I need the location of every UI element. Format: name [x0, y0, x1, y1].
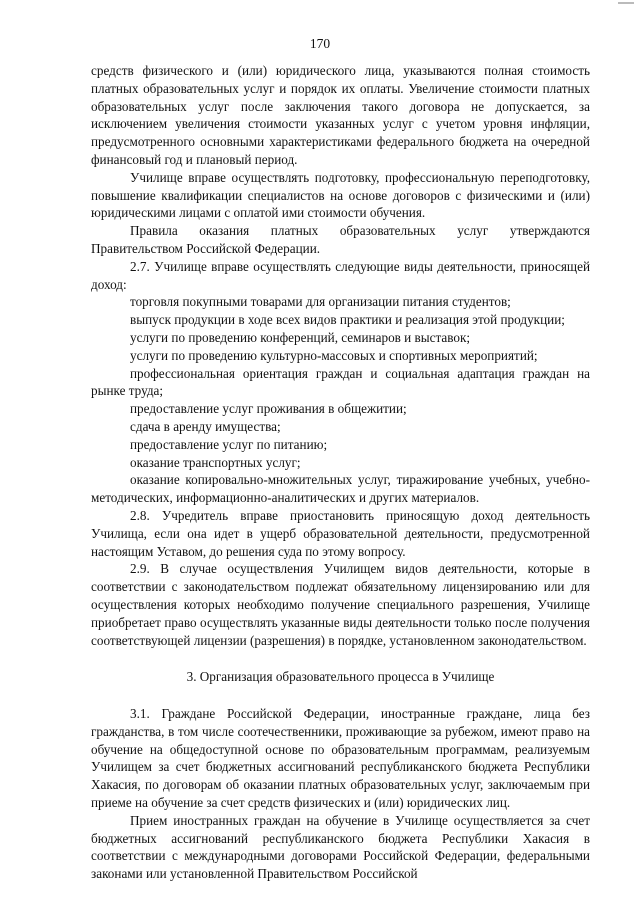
list-item: сдача в аренду имущества;: [130, 418, 281, 434]
list-item: услуги по проведению культурно-массовых и спортивных мероприятий;: [130, 347, 538, 363]
paragraph-training-rights: Училище вправе осуществлять подготовку, профессиональную переподготовку, повышение квалификации специалистов на основе договоров с физическими и (или) юридическими лицами с оплатой ими стоимости обучения.: [91, 169, 590, 221]
list-item: торговля покупными товарами для организации питания студентов;: [130, 294, 511, 310]
list-item: оказание транспортных услуг;: [130, 454, 301, 470]
list-item: предоставление услуг проживания в общежитии;: [130, 401, 407, 417]
paragraph-cost-terms: средств физического и (или) юридического лица, указываются полная стоимость платных образовательных услуг и порядок их оплаты. Увеличение стоимости платных образовательных услуг после заключения такого договора не допускается, за исключением увеличения стоимости указанных услуг с учетом уровня инфляции, предусмотренного основными характеристиками федерального бюджета на очередной финансовый год и плановый период.: [91, 63, 590, 167]
clause-2-9: 2.9. В случае осуществления Училищем видов деятельности, которые в соответствии с законодательством подлежат обязательному лицензированию или для осуществления которых необходимо получение специального разрешения, Училище приобретает право осуществлять указанные виды деятельности только после получения соответствующей лицензии (разрешения) в порядке, установленном законодательством.: [91, 561, 590, 648]
clause-2-7: 2.7. Училище вправе осуществлять следующие виды деятельности, приносящей доход:: [91, 258, 590, 292]
income-activities-list: [91, 293, 590, 507]
list-item: предоставление услуг по питанию;: [130, 436, 328, 452]
list-item: оказание копировально-множительных услуг, тиражирование учебных, учебно-методических, информационно-аналитических и других материалов.: [91, 472, 590, 506]
paragraph-foreign-admission: Прием иностранных граждан на обучение в Училище осуществляется за счет бюджетных ассигнований республиканского бюджета Республики Хакасия в соответствии с международными договорами Российской Федерации, федеральными законами или установленной Правительством Российской: [91, 812, 590, 882]
page-number: 170: [309, 36, 331, 51]
paragraph-rules-approval: Правила оказания платных образовательных услуг утверждаются Правительством Российской Федерации.: [91, 223, 590, 256]
clause-2-8: 2.8. Учредитель вправе приостановить приносящую доход деятельность Училища, если она идет в ущерб образовательной деятельности, предусмотренной настоящим Уставом, до решения суда по этому вопросу.: [91, 507, 590, 559]
list-item: выпуск продукции в ходе всех видов практики и реализация этой продукции;: [130, 312, 565, 328]
scan-corner-mark: [618, 2, 634, 4]
clause-3-1: 3.1. Граждане Российской Федерации, иностранные граждане, лица без гражданства, в том числе соотечественники, проживающие за рубежом, имеют право на обучение на общедоступной основе по образовательным программам, реализуемым Училищем за счет бюджетных ассигнований республиканского бюджета Республики Хакасия, по договорам об оказании платных образовательных услуг, заключаемым при приеме на обучение за счет средств физических и (или) юридических лиц.: [91, 706, 590, 811]
section-heading: 3. Организация образовательного процесса в Училище: [186, 669, 495, 685]
list-item: профессиональная ориентация граждан и социальная адаптация граждан на рынке труда;: [91, 365, 590, 399]
list-item: услуги по проведению конференций, семинаров и выставок;: [130, 329, 471, 345]
document-body: [91, 62, 590, 883]
